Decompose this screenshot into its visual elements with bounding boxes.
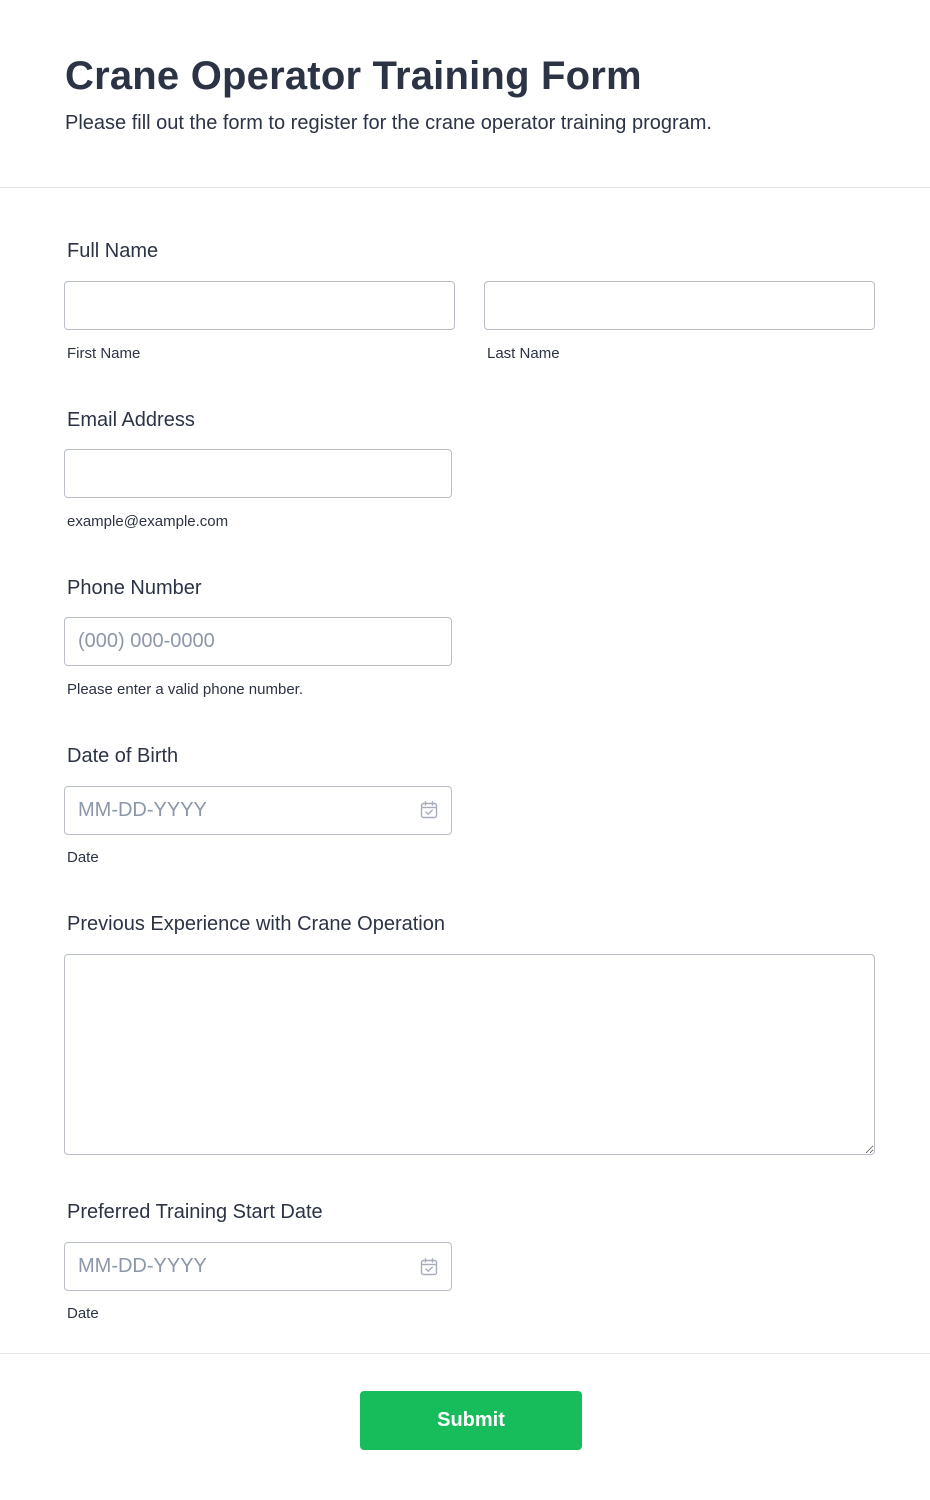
submit-button[interactable]: Submit bbox=[360, 1391, 582, 1450]
phone-label: Phone Number bbox=[67, 577, 202, 599]
last-name-input[interactable] bbox=[484, 281, 875, 330]
phone-input[interactable] bbox=[64, 617, 452, 666]
form-title: Crane Operator Training Form bbox=[65, 54, 642, 98]
phone-sublabel: Please enter a valid phone number. bbox=[67, 681, 303, 698]
email-label: Email Address bbox=[67, 409, 195, 431]
training-start-sublabel: Date bbox=[67, 1305, 99, 1322]
experience-textarea[interactable] bbox=[64, 954, 875, 1155]
full-name-label: Full Name bbox=[67, 240, 159, 262]
date-of-birth-sublabel: Date bbox=[67, 849, 99, 866]
calendar-icon[interactable] bbox=[419, 1257, 439, 1277]
date-of-birth-label: Date of Birth bbox=[67, 745, 179, 767]
email-sublabel: example@example.com bbox=[67, 513, 229, 530]
experience-label: Previous Experience with Crane Operation bbox=[67, 913, 445, 935]
email-input[interactable] bbox=[64, 449, 452, 498]
calendar-icon[interactable] bbox=[419, 800, 439, 820]
training-start-label: Preferred Training Start Date bbox=[67, 1201, 323, 1223]
date-of-birth-input[interactable] bbox=[64, 786, 452, 835]
first-name-input[interactable] bbox=[64, 281, 455, 330]
last-name-sublabel: Last Name bbox=[487, 345, 560, 362]
training-start-input[interactable] bbox=[64, 1242, 452, 1291]
footer-divider bbox=[0, 1353, 930, 1354]
form-header bbox=[0, 0, 930, 188]
form-subtitle: Please fill out the form to register for the crane operator training program. bbox=[65, 112, 712, 134]
first-name-sublabel: First Name bbox=[67, 345, 141, 362]
